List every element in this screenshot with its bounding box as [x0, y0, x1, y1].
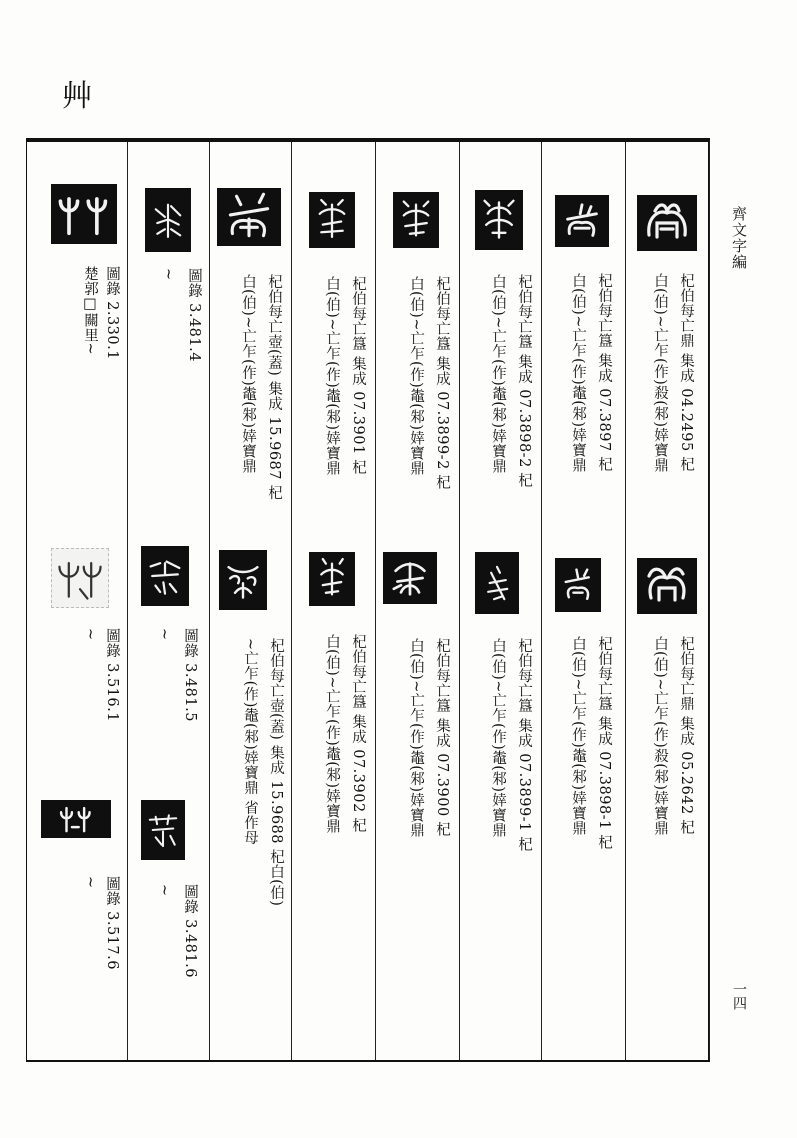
table-column: [375, 140, 460, 1060]
source-line: 杞伯每亡壺(蓋) 集成 15.9688 杞白(伯): [268, 638, 284, 907]
inscription-line: 白(伯)~亡乍(作)鼄(邾)婞寶鼎: [324, 276, 340, 476]
source-line: 杞伯每亡壺(蓋) 集成 15.9687 杞: [266, 274, 282, 501]
table-column: [541, 140, 626, 1060]
inscription-line: 白(伯)~亡乍(作)鼄(邾)婞寶鼎: [490, 638, 506, 838]
source-line: 圖錄 3.516.1: [104, 628, 120, 722]
ink-glyph-icon: [145, 188, 191, 252]
source-line: 杞伯每亡簋 集成 07.3899-1 杞: [516, 638, 532, 852]
ink-glyph-icon: [393, 192, 439, 248]
sketch-glyph-icon: [51, 548, 109, 608]
inscription-line: ~: [82, 876, 98, 889]
ink-glyph-icon: [141, 546, 189, 606]
source-line: 杞伯每亡簋 集成 07.3897 杞: [596, 273, 612, 472]
inscription-line: 白(伯)~亡乍(作)鼄(邾)婞寶鼎: [408, 276, 424, 476]
ink-glyph-icon: [217, 188, 281, 246]
inscription-line: ~: [156, 628, 172, 641]
head-character: 艸: [62, 79, 90, 114]
source-line: 圖錄 2.330.1: [104, 266, 120, 360]
table-column: [27, 140, 128, 1060]
source-line: 杞伯每亡簋 集成 07.3898-2 杞: [516, 274, 532, 488]
ink-glyph-icon: [309, 552, 355, 606]
table-column: [127, 140, 210, 1060]
inscription-line: 白(伯)~亡乍(作)鼄(邾)婞寶鼎: [570, 273, 586, 473]
inscription-line: ~亡乍(作)鼄(邾)婞寶鼎 省作母: [242, 638, 258, 846]
inscription-line: 白(伯)~亡乍(作)鼄(邾)婞寶鼎: [490, 274, 506, 474]
ink-glyph-icon: [475, 190, 523, 250]
inscription-line: 白(伯)~亡乍(作)殺(邾)婞寶鼎: [652, 636, 668, 836]
table-column: [291, 140, 376, 1060]
inscription-line: 白(伯)~亡乍(作)殺(邾)婞寶鼎: [652, 273, 668, 473]
ink-glyph-icon: [383, 552, 437, 604]
ink-glyph-icon: [41, 800, 111, 838]
inscription-line: 楚郭□關里~: [82, 266, 98, 356]
source-line: 圖錄 3.481.5: [182, 628, 198, 722]
ink-glyph-icon: [555, 558, 601, 612]
ink-glyph-icon: [475, 552, 519, 614]
source-line: 圖錄 3.481.4: [186, 268, 202, 362]
ink-glyph-icon: [51, 184, 117, 244]
source-line: 杞伯每亡簋 集成 07.3898-1 杞: [596, 636, 612, 850]
table-column: [209, 140, 292, 1060]
source-line: 圖錄 3.481.6: [182, 884, 198, 978]
page-number: 一四: [731, 982, 747, 1010]
source-line: 杞伯每亡簋 集成 07.3900 杞: [434, 638, 450, 837]
inscription-line: 白(伯)~亡乍(作)鼄(邾)婞寶鼎: [408, 638, 424, 838]
ink-glyph-icon: [309, 192, 355, 248]
source-line: 圖錄 3.517.6: [104, 876, 120, 970]
table-column: [625, 140, 710, 1060]
inscription-line: 白(伯)~亡乍(作)鼄(邾)婞寶鼎: [240, 274, 256, 474]
source-line: 杞伯每亡鼎 集成 05.2642 杞: [678, 636, 694, 835]
entries-table: [26, 138, 710, 1062]
ink-glyph-icon: [219, 550, 267, 610]
inscription-line: 白(伯)~亡乍(作)鼄(邾)婞寶鼎: [324, 634, 340, 834]
book-title: 齊文字編: [730, 206, 748, 270]
ink-glyph-icon: [637, 195, 697, 251]
source-line: 杞伯每亡簋 集成 07.3901 杞: [350, 276, 366, 475]
table-column: [459, 140, 542, 1060]
ink-glyph-icon: [637, 558, 697, 614]
inscription-line: ~: [82, 628, 98, 641]
ink-glyph-icon: [141, 800, 185, 860]
inscription-line: 白(伯)~亡乍(作)鼄(邾)婞寶鼎: [570, 636, 586, 836]
inscription-line: ~: [160, 268, 176, 281]
source-line: 杞伯每亡簋 集成 07.3902 杞: [350, 634, 366, 833]
ink-glyph-icon: [555, 195, 609, 247]
source-line: 杞伯每亡鼎 集成 04.2495 杞: [678, 273, 694, 472]
inscription-line: ~: [156, 884, 172, 897]
source-line: 杞伯每亡簋 集成 07.3899-2 杞: [434, 276, 450, 490]
